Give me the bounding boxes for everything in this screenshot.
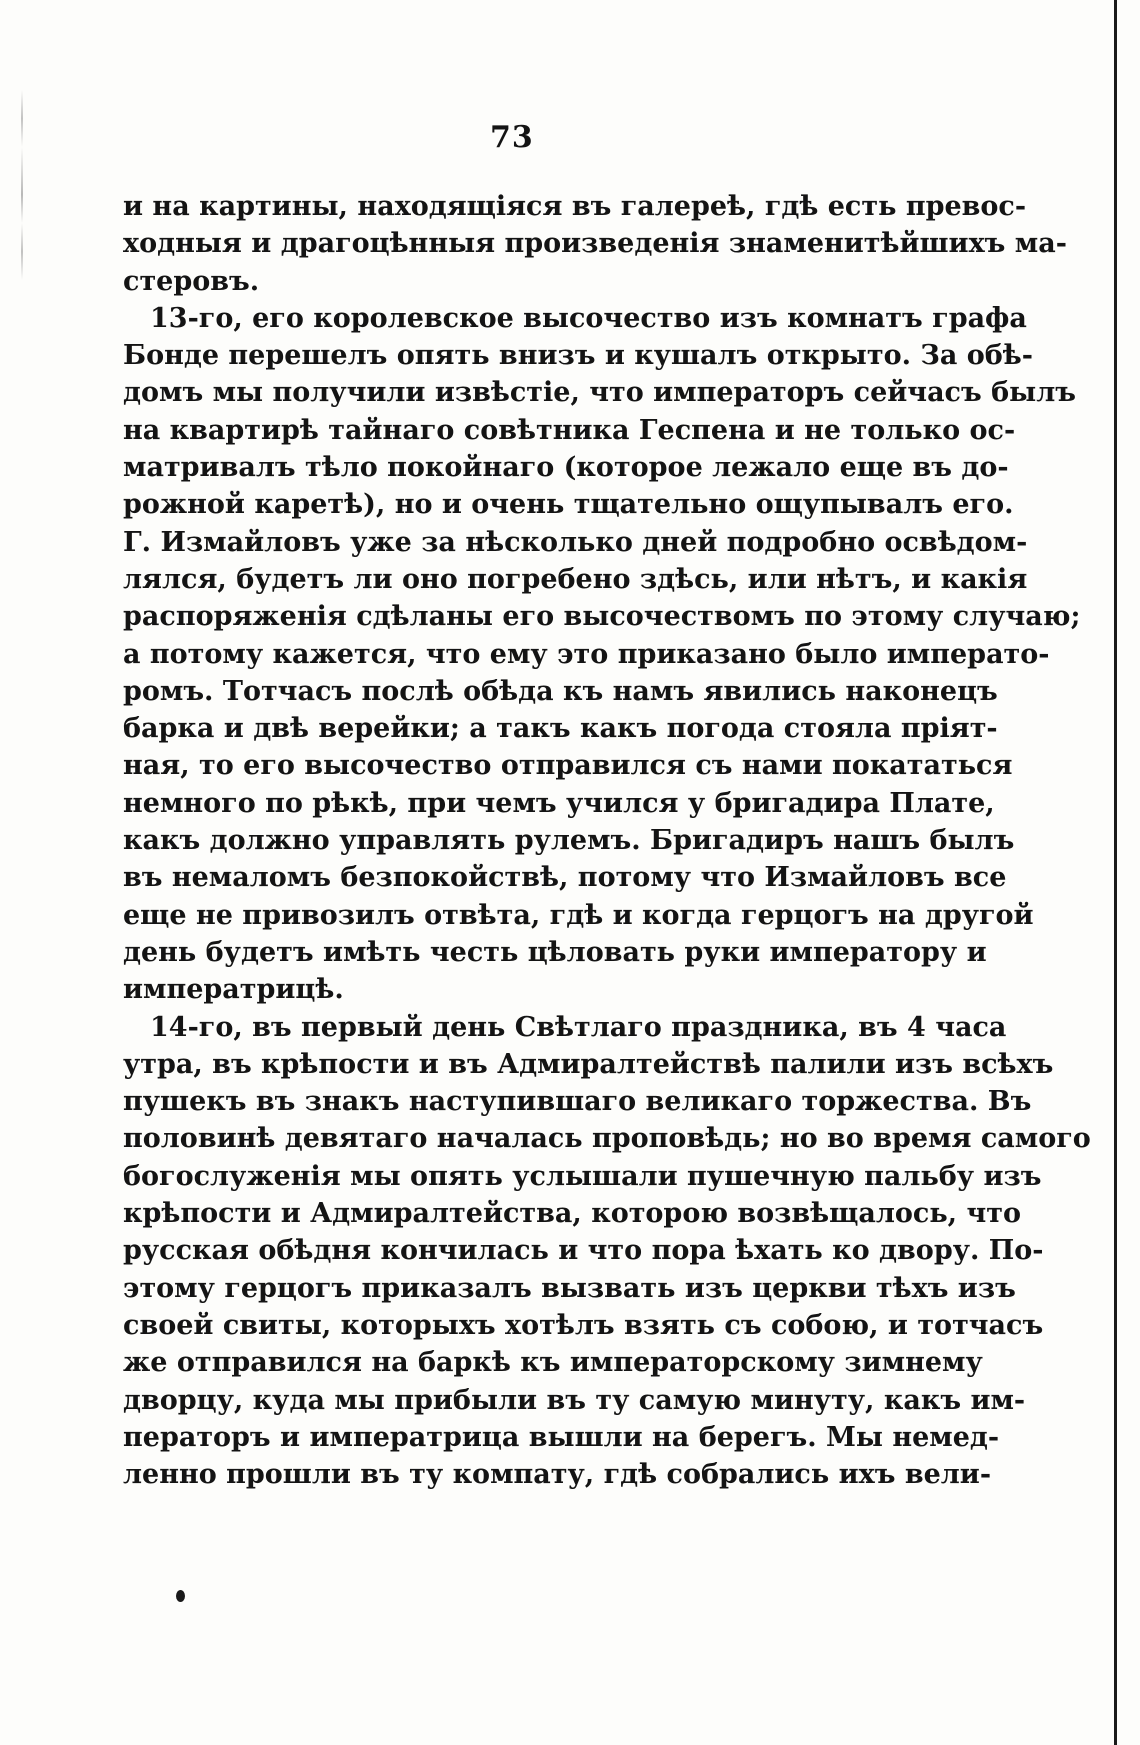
text-line: крѣпости и Адмиралтейства, которою возвѣщалось, что [123,1198,1021,1230]
text-line: 13-го, его королевское высочество изъ комнатъ графа [150,302,1027,334]
text-line: лялся, будетъ ли оно погребено здѣсь, или нѣтъ, и какія [123,563,1028,595]
page-number: 73 [490,120,534,155]
text-line: какъ должно управлять рулемъ. Бригадиръ нашъ былъ [123,825,1015,857]
text-line: половинѣ девятаго началась проповѣдь; но во время самого [123,1123,1091,1155]
text-line: и на картины, находящіяся въ галереѣ, гдѣ есть превос- [123,191,1027,222]
text-line: же отправился на баркѣ къ императорскому зимнему [123,1347,983,1379]
text-line: императрицѣ. [123,974,344,1006]
text-line: на квартирѣ тайнаго совѣтника Геспена и не только ос- [123,414,1016,446]
text-line: русская обѣдня кончилась и что пора ѣхать ко двору. По- [123,1235,1044,1267]
text-line: ленно прошли въ ту компату, гдѣ собрались ихъ вели- [123,1459,992,1491]
text-line: рожной каретѣ), но и очень тщательно ощупывалъ его. [123,489,1014,521]
text-line: Бонде перешелъ опять внизъ и кушалъ открыто. За обѣ- [123,340,1033,372]
text-line: стеровъ. [123,265,260,297]
text-line: 14-го, въ первый день Свѣтлаго праздника, въ 4 часа [150,1011,1007,1043]
text-line: богослуженія мы опять услышали пушечную пальбу изъ [123,1160,1042,1192]
text-line: своей свиты, которыхъ хотѣлъ взять съ собою, и тотчасъ [123,1309,1044,1341]
ink-smudge [176,1590,185,1602]
text-line: въ немаломъ безпокойствѣ, потому что Измайловъ все [123,862,1007,894]
text-line: ная, то его высочество отправился съ нами покататься [123,750,1013,782]
text-line: ходныя и драгоцѣнныя произведенія знаменитѣйшихъ ма- [123,228,1067,260]
text-line: распоряженія сдѣланы его высочествомъ по этому случаю; [123,601,1081,633]
text-line: барка и двѣ верейки; а такъ какъ погода стояла пріят- [123,713,998,745]
text-line: ромъ. Тотчасъ послѣ обѣда къ намъ явились наконецъ [123,675,998,707]
text-line: еще не привозилъ отвѣта, гдѣ и когда герцогъ на другой [123,899,1034,931]
text-line: Г. Измайловъ уже за нѣсколько дней подробно освѣдом- [123,526,1028,558]
text-line: ператоръ и императрица вышли на берегъ. Мы немед- [123,1421,1000,1453]
text-line: день будетъ имѣть честь цѣловать руки императору и [123,936,987,968]
text-line: домъ мы получили извѣстіе, что императоръ сейчасъ былъ [123,377,1076,409]
scan-edge-left [21,90,23,280]
text-line: матривалъ тѣло покойнаго (которое лежало еще въ до- [123,452,1009,484]
text-line: утра, въ крѣпости и въ Адмиралтействѣ палили изъ всѣхъ [123,1048,1054,1080]
text-line: дворцу, куда мы прибыли въ ту самую минуту, какъ им- [123,1384,1026,1416]
body-text [123,188,1091,1493]
text-line: пушекъ въ знакъ наступившаго великаго торжества. Въ [123,1086,1032,1118]
text-line: а потому кажется, что ему это приказано было императо- [123,638,1050,670]
text-line: немного по рѣкѣ, при чемъ учился у бригадира Плате, [123,787,995,819]
scan-edge-right [1114,0,1117,1745]
text-line: этому герцогъ приказалъ вызвать изъ церкви тѣхъ изъ [123,1272,1016,1304]
